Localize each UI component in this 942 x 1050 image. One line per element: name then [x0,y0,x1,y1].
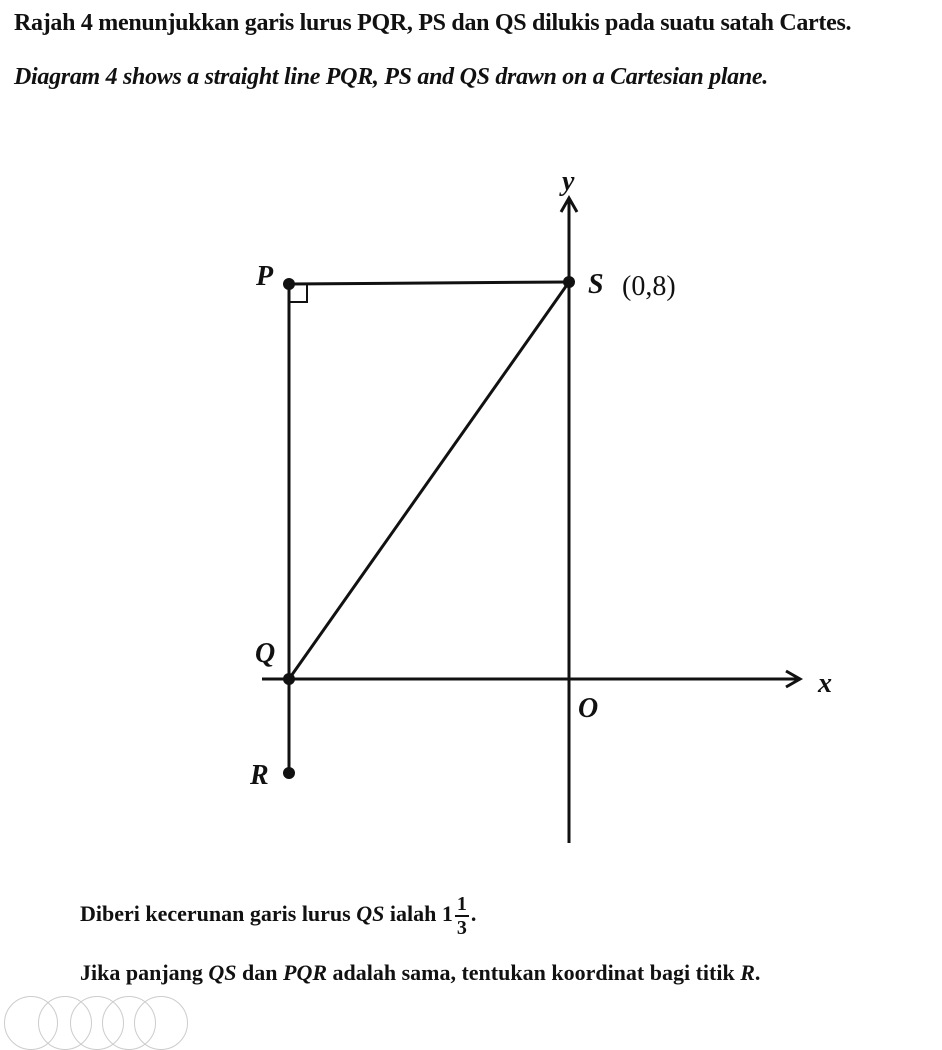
x-axis-label: x [818,668,832,699]
point-q-label: Q [255,638,276,669]
given-gradient: Diberi kecerunan garis lurus QS ialah 1 $\frac{1}{3}$ . [80,893,477,939]
origin-label: O [578,693,599,724]
question-english: Diagram 4 shows a straight line PQR, PS and QS drawn on a Cartesian plane. [14,64,768,90]
point-s-coordinate: (0,8) [622,271,676,302]
point-r-dot [283,767,295,779]
task-text: Jika panjang QS dan PQR adalah sama, tentukan koordinat bagi titik R. [80,960,761,985]
line-ps [289,282,569,284]
point-s-dot [563,276,575,288]
y-axis-label: y [562,166,575,197]
point-r-label: R [250,760,269,791]
toolbar-button-5[interactable] [134,996,188,1050]
point-p-dot [283,278,295,290]
point-s-label: S [588,269,604,300]
point-q-dot [283,673,295,685]
point-p-label: P [256,261,274,292]
line-qs [289,282,569,679]
gradient-fraction: $\frac{1}{3}$ [456,893,467,939]
question-malay: Rajah 4 menunjukkan garis lurus PQR, PS dan QS dilukis pada suatu satah Cartes. [14,10,852,36]
